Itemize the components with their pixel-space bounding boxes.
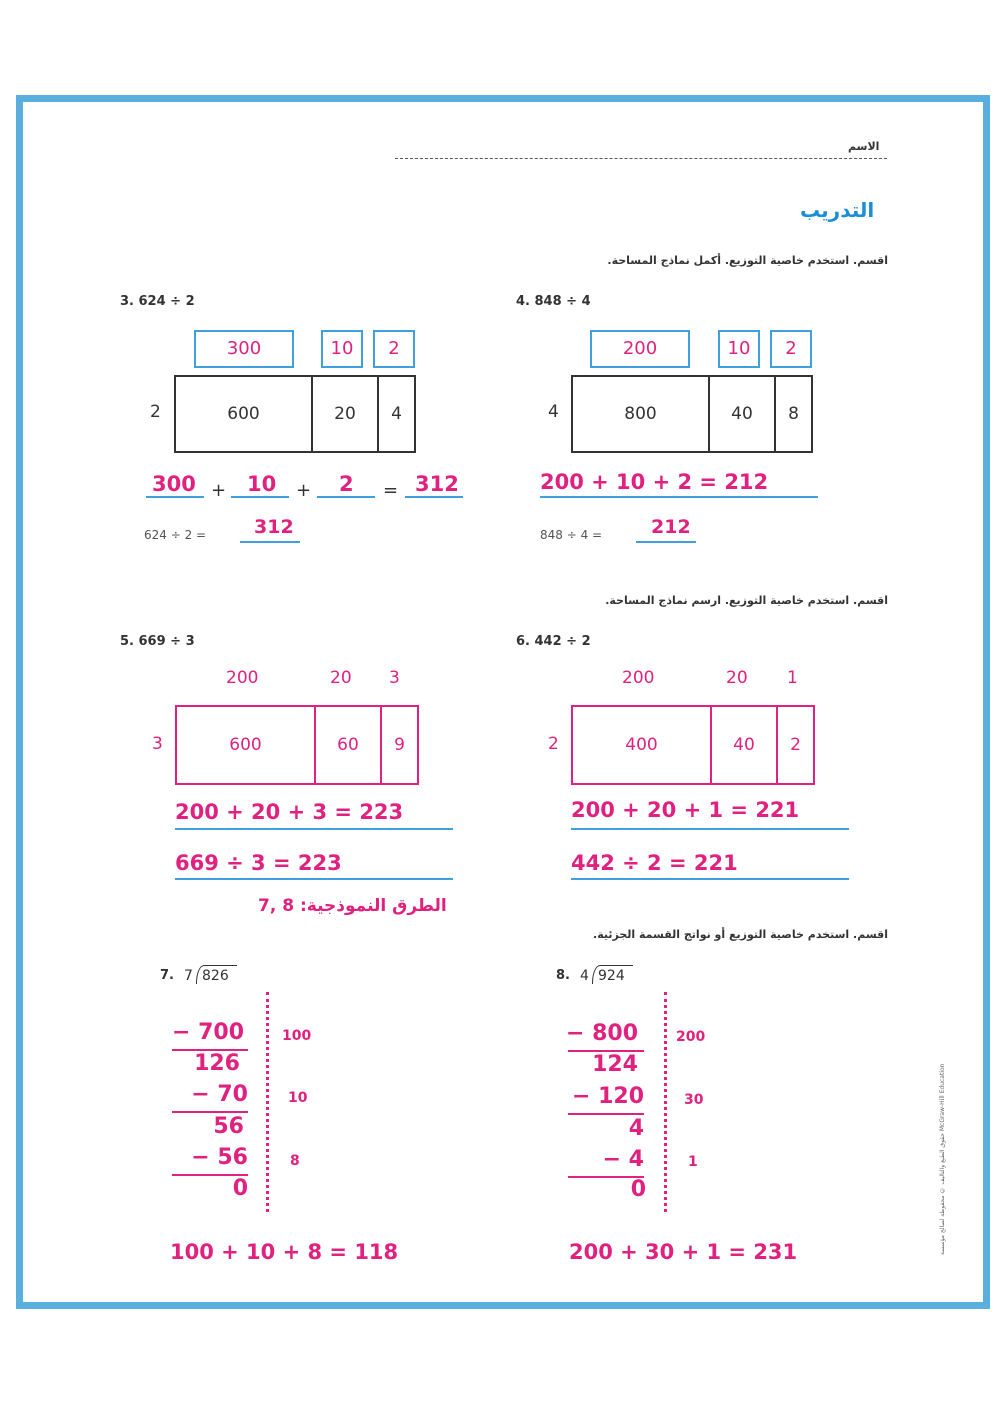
instruction-2: اقسم. استخدم خاصية التوزيع. ارسم نماذج المساحة.	[605, 594, 888, 607]
p4-cell-2: 40	[708, 377, 774, 451]
p3-cell-2: 20	[311, 377, 377, 451]
p7-step-4: 56	[213, 1114, 244, 1139]
p4-top-2: 10	[718, 330, 760, 368]
p3-cell-3: 4	[377, 377, 414, 451]
p5-final-blank[interactable]	[175, 878, 453, 880]
p6-final-blank[interactable]	[571, 878, 849, 880]
instruction-3: اقسم. استخدم خاصية التوزيع أو نواتج القسمة الجزئية.	[593, 928, 888, 941]
p8-partial-divider	[664, 992, 667, 1212]
p8-step-3: − 120	[571, 1084, 644, 1109]
p3-area-model	[174, 375, 416, 453]
p3-final-blank[interactable]	[240, 541, 300, 543]
p8-quotient-2: 30	[684, 1092, 704, 1108]
p6-final-line: 442 ÷ 2 = 221	[571, 851, 738, 875]
p8-quotient-3: 1	[688, 1154, 698, 1170]
p8-divisor: 4	[580, 968, 589, 984]
p8-result: 200 + 30 + 1 = 231	[569, 1240, 798, 1264]
p8-step-6: 0	[630, 1177, 646, 1202]
p5-top-1: 200	[226, 668, 259, 688]
p3-cell-1: 600	[227, 404, 260, 424]
p7-quotient-2: 10	[288, 1090, 308, 1106]
p6-top-3: 1	[787, 668, 798, 688]
p8-quotient-1: 200	[676, 1029, 706, 1045]
p4-sum-line: 200 + 10 + 2 = 212	[540, 470, 769, 494]
p4-sum-blank[interactable]	[540, 496, 818, 498]
p6-top-2: 20	[726, 668, 748, 688]
p4-cell-1: 800	[624, 404, 657, 424]
p5-sum-blank[interactable]	[175, 828, 453, 830]
problem-4-label: 4. 848 ÷ 4	[516, 294, 591, 309]
p7-rule-2	[172, 1111, 248, 1113]
p4-area-model	[571, 375, 813, 453]
p3-term-1: 300	[152, 472, 196, 496]
p8-rule-2	[568, 1113, 644, 1115]
p5-sum-line: 200 + 20 + 3 = 223	[175, 800, 404, 824]
p3-term-3: 2	[339, 472, 354, 496]
p3-plus-1: +	[211, 480, 227, 501]
p7-quotient-1: 100	[282, 1028, 312, 1044]
problem-8-number: 8.	[556, 968, 570, 983]
p3-equals: =	[383, 480, 399, 501]
p6-divisor: 2	[548, 734, 559, 754]
p5-cell-1: 600	[229, 735, 262, 755]
problem-5-label: 5. 669 ÷ 3	[120, 634, 195, 649]
p4-final-prefix: 848 ÷ 4 =	[540, 528, 603, 542]
p7-quotient-3: 8	[290, 1153, 300, 1169]
p8-step-1: − 800	[565, 1021, 638, 1046]
p8-step-4: 4	[628, 1116, 644, 1141]
name-label: الاسم	[848, 140, 880, 153]
p4-top-3: 2	[770, 330, 812, 368]
p5-cell-2: 60	[314, 707, 380, 783]
p4-final-answer: 212	[651, 516, 691, 538]
name-line[interactable]	[395, 158, 887, 159]
p3-blank-4[interactable]	[405, 496, 463, 498]
section-title: التدريب	[800, 198, 875, 222]
worksheet-frame	[16, 95, 990, 1309]
problem-7-number: 7.	[160, 968, 174, 983]
p6-top-1: 200	[622, 668, 655, 688]
p5-top-3: 3	[389, 668, 400, 688]
p7-partial-divider	[266, 992, 269, 1212]
p3-plus-2: +	[296, 480, 312, 501]
p5-top-2: 20	[330, 668, 352, 688]
p3-top-3: 2	[373, 330, 415, 368]
p5-final-line: 669 ÷ 3 = 223	[175, 851, 342, 875]
p3-divisor: 2	[150, 402, 161, 422]
p7-step-6: 0	[232, 1176, 248, 1201]
p3-blank-1[interactable]	[146, 496, 204, 498]
p3-final-answer: 312	[254, 516, 294, 538]
p5-divisor: 3	[152, 734, 163, 754]
p7-result: 100 + 10 + 8 = 118	[170, 1240, 399, 1264]
p4-top-1: 200	[590, 330, 690, 368]
p3-final-prefix: 624 ÷ 2 =	[144, 528, 207, 542]
model-methods-note: الطرق النموذجية: 8 ,7	[258, 896, 447, 916]
p4-cell-3: 8	[774, 377, 811, 451]
p6-sum-line: 200 + 20 + 1 = 221	[571, 798, 800, 822]
p7-step-5: − 56	[191, 1145, 248, 1170]
p6-cell-1: 400	[625, 735, 658, 755]
p7-step-1: − 700	[171, 1020, 244, 1045]
p3-term-2: 10	[247, 472, 277, 496]
p7-step-2: 126	[194, 1051, 240, 1076]
p6-area-model	[571, 705, 815, 785]
p4-divisor: 4	[548, 402, 559, 422]
p7-dividend: 826	[202, 968, 229, 984]
instruction-1: اقسم. استخدم خاصية التوزيع. أكمل نماذج المساحة.	[607, 254, 888, 267]
p3-top-1: 300	[194, 330, 294, 368]
p6-cell-3: 2	[776, 707, 813, 783]
p5-area-model	[175, 705, 419, 785]
p6-sum-blank[interactable]	[571, 828, 849, 830]
problem-3-label: 3. 624 ÷ 2	[120, 294, 195, 309]
p4-final-blank[interactable]	[636, 541, 696, 543]
p3-top-2: 10	[321, 330, 363, 368]
p7-divisor: 7	[184, 968, 193, 984]
p5-cell-3: 9	[380, 707, 417, 783]
p3-blank-3[interactable]	[317, 496, 375, 498]
p6-cell-2: 40	[710, 707, 776, 783]
p7-step-3: − 70	[191, 1082, 248, 1107]
p3-term-4: 312	[415, 472, 459, 496]
p8-step-2: 124	[592, 1052, 638, 1077]
copyright-side-note: حقوق الطبع والتأليف © محفوظة لصالح مؤسسة McGraw-Hill Education	[939, 1063, 946, 1255]
p3-blank-2[interactable]	[231, 496, 289, 498]
problem-6-label: 6. 442 ÷ 2	[516, 634, 591, 649]
p8-step-5: − 4	[602, 1147, 644, 1172]
p8-dividend: 924	[598, 968, 625, 984]
